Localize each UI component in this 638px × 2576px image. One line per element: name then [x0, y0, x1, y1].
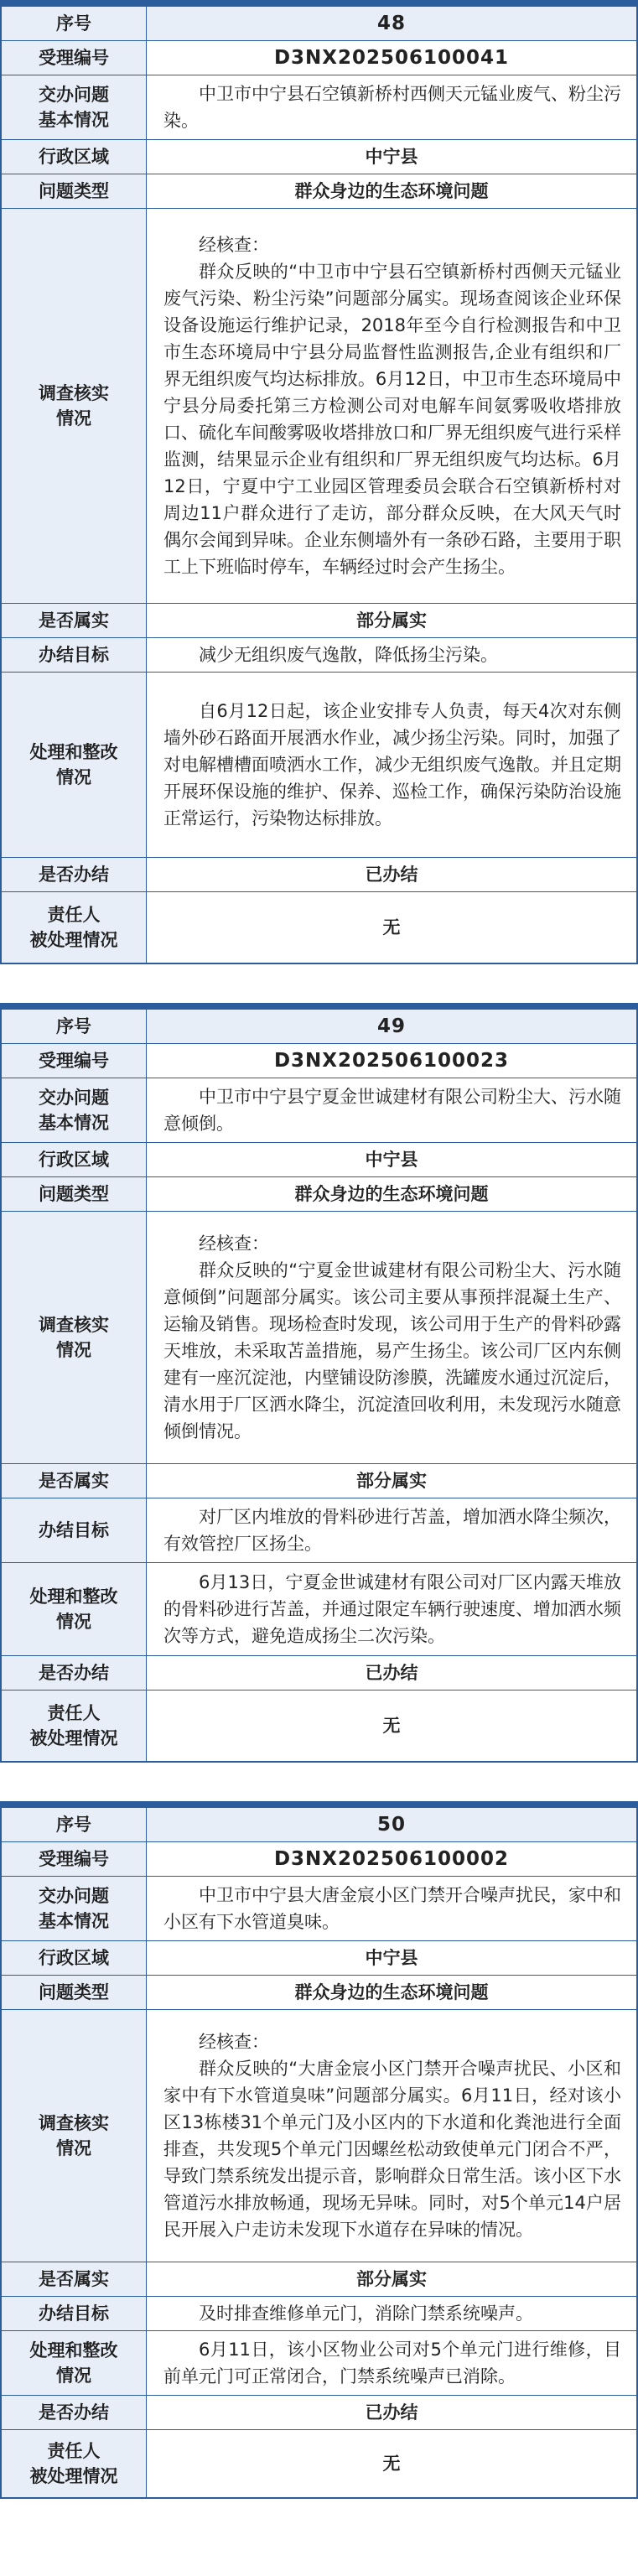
survey-text: 群众反映的“大唐金宸小区门禁开合噪声扰民、小区和家中有下水管道臭味”问题部分属实。6月11日，经对该小区13栋楼31个单元门及小区内的下水道和化粪池进行全面排查，共发现5个单元门因螺丝松动致使单元门闭合不严，导致门禁系统发出提示音，影响群众日常生活。该小区下水管道污水排放畅通，现场无异味。同时，对5个单元14户居民开展入户走访未发现下水道存在异味的情况。 — [163, 2059, 621, 2240]
value-completed: 已办结 — [147, 858, 638, 892]
row-region — [1, 140, 637, 174]
survey-heading: 经核查： — [199, 235, 269, 255]
row-goal — [1, 2297, 637, 2331]
goal-text: 及时排查维修单元门，消除门禁系统噪声。 — [199, 2303, 533, 2324]
handling-text: 6月13日，宁夏金世诚建材有限公司对厂区内露天堆放的骨料砂进行苫盖，并通过限定车辆行驶速度、增加洒水频次等方式，避免造成扬尘二次污染。 — [163, 1572, 621, 1646]
label-survey — [1, 1212, 147, 1464]
row-verified — [1, 2262, 637, 2297]
value-seq: 48 — [147, 6, 638, 41]
value-verified: 部分属实 — [147, 604, 638, 638]
row-survey — [1, 1212, 637, 1464]
label-handling-line2: 情况 — [56, 767, 91, 787]
label-handling-line1: 处理和整改 — [29, 742, 118, 762]
card-gap — [0, 1763, 638, 1801]
row-handling — [1, 673, 637, 858]
value-region: 中宁县 — [147, 1941, 638, 1976]
label-type: 问题类型 — [1, 174, 147, 209]
basic-text: 中卫市中宁县石空镇新桥村西侧天元锰业废气、粉尘污染。 — [163, 84, 621, 131]
label-survey — [1, 2010, 147, 2262]
row-responsible — [1, 1690, 637, 1763]
label-verified: 是否属实 — [1, 1464, 147, 1498]
label-basic — [1, 75, 147, 140]
label-basic — [1, 1877, 147, 1941]
row-basic — [1, 1877, 637, 1941]
basic-text: 中卫市中宁县宁夏金世诚建材有限公司粉尘大、污水随意倾倒。 — [163, 1087, 621, 1134]
label-basic-line1: 交办问题 — [39, 85, 109, 105]
row-region — [1, 1941, 637, 1976]
label-survey-line1: 调查核实 — [39, 1315, 109, 1335]
value-type: 群众身边的生态环境问题 — [147, 174, 638, 209]
label-resp-line2: 被处理情况 — [29, 1728, 118, 1748]
row-responsible — [1, 2430, 637, 2499]
label-handling — [1, 673, 147, 858]
value-seq: 50 — [147, 1807, 638, 1842]
label-responsible — [1, 892, 147, 964]
handling-text: 6月11日，该小区物业公司对5个单元门进行维修，目前单元门可正常闭合，门禁系统噪声已消除。 — [163, 2340, 621, 2386]
label-resp-line2: 被处理情况 — [29, 2466, 118, 2486]
row-goal — [1, 1498, 637, 1563]
row-verified — [1, 604, 637, 638]
label-completed: 是否办结 — [1, 858, 147, 892]
row-case-no — [1, 41, 637, 75]
row-seq — [1, 1807, 637, 1842]
label-basic-line1: 交办问题 — [39, 1886, 109, 1906]
value-type: 群众身边的生态环境问题 — [147, 1976, 638, 2010]
value-handling — [147, 673, 638, 858]
label-survey-line1: 调查核实 — [39, 2113, 109, 2133]
row-verified — [1, 1464, 637, 1498]
label-resp-line1: 责任人 — [47, 1703, 101, 1723]
label-goal: 办结目标 — [1, 2297, 147, 2331]
row-completed — [1, 2396, 637, 2430]
label-verified: 是否属实 — [1, 604, 147, 638]
case-card-50 — [0, 1806, 638, 2499]
row-basic — [1, 1078, 637, 1143]
case-card-49 — [0, 1008, 638, 1763]
row-seq — [1, 6, 637, 41]
label-goal: 办结目标 — [1, 1498, 147, 1563]
value-handling — [147, 2331, 638, 2396]
survey-text: 群众反映的“中卫市中宁县石空镇新桥村西侧天元锰业废气污染、粉尘污染”问题部分属实。现场查阅该企业环保设备设施运行维护记录，2018年至今自行检测报告和中卫市生态环境局中宁县分局监督性监测报告,企业有组织和厂界无组织废气均达标排放。6月12日，中卫市生态环境局中宁县分局委托第三方检测公司对电解车间氨雾吸收塔排放口、硫化车间酸雾吸收塔排放口和厂界无组织废气进行采样监测，结果显示企业有组织和厂界无组织废气均达标。6月12日，宁夏中宁工业园区管理委员会联合石空镇新桥村对周边11户群众进行了走访，部分群众反映，在大风天气时偶尔会闻到异味。企业东侧墙外有一条砂石路，主要用于职工上下班临时停车，车辆经过时会产生扬尘。 — [163, 262, 621, 577]
row-case-no — [1, 1044, 637, 1078]
row-type — [1, 174, 637, 209]
value-responsible: 无 — [147, 892, 638, 964]
row-region — [1, 1143, 637, 1177]
value-verified: 部分属实 — [147, 2262, 638, 2297]
value-region: 中宁县 — [147, 140, 638, 174]
label-verified: 是否属实 — [1, 2262, 147, 2297]
value-type: 群众身边的生态环境问题 — [147, 1177, 638, 1212]
value-basic — [147, 75, 638, 140]
value-handling — [147, 1563, 638, 1656]
value-goal — [147, 2297, 638, 2331]
row-case-no — [1, 1842, 637, 1877]
label-handling — [1, 2331, 147, 2396]
label-basic — [1, 1078, 147, 1143]
value-case-no: D3NX202506100002 — [147, 1842, 638, 1877]
label-responsible — [1, 1690, 147, 1763]
value-basic — [147, 1877, 638, 1941]
value-basic — [147, 1078, 638, 1143]
row-responsible — [1, 892, 637, 964]
value-case-no: D3NX202506100023 — [147, 1044, 638, 1078]
card-gap — [0, 964, 638, 1003]
value-verified: 部分属实 — [147, 1464, 638, 1498]
value-responsible: 无 — [147, 2430, 638, 2499]
row-completed — [1, 1656, 637, 1690]
value-survey — [147, 1212, 638, 1464]
label-handling-line1: 处理和整改 — [29, 1587, 118, 1607]
row-survey — [1, 209, 637, 604]
row-handling — [1, 2331, 637, 2396]
value-case-no: D3NX202506100041 — [147, 41, 638, 75]
row-goal — [1, 638, 637, 673]
row-type — [1, 1177, 637, 1212]
value-goal — [147, 638, 638, 673]
value-goal — [147, 1498, 638, 1563]
label-completed: 是否办结 — [1, 2396, 147, 2430]
value-survey — [147, 209, 638, 604]
label-basic-line1: 交办问题 — [39, 1088, 109, 1108]
label-goal: 办结目标 — [1, 638, 147, 673]
survey-heading: 经核查： — [199, 1233, 269, 1254]
label-region: 行政区域 — [1, 1143, 147, 1177]
label-survey-line2: 情况 — [56, 408, 91, 428]
label-type: 问题类型 — [1, 1976, 147, 2010]
survey-heading: 经核查： — [199, 2032, 269, 2052]
label-basic-line2: 基本情况 — [39, 1113, 109, 1133]
goal-text: 对厂区内堆放的骨料砂进行苫盖，增加洒水降尘频次，有效管控厂区扬尘。 — [163, 1507, 621, 1554]
row-seq — [1, 1009, 637, 1044]
label-resp-line2: 被处理情况 — [29, 930, 118, 950]
label-case-no: 受理编号 — [1, 41, 147, 75]
label-survey — [1, 209, 147, 604]
value-responsible: 无 — [147, 1690, 638, 1763]
label-region: 行政区域 — [1, 1941, 147, 1976]
row-handling — [1, 1563, 637, 1656]
row-basic — [1, 75, 637, 140]
label-basic-line2: 基本情况 — [39, 110, 109, 130]
value-completed: 已办结 — [147, 1656, 638, 1690]
label-handling-line2: 情况 — [56, 2366, 91, 2386]
label-survey-line2: 情况 — [56, 2138, 91, 2158]
row-survey — [1, 2010, 637, 2262]
label-responsible — [1, 2430, 147, 2499]
label-region: 行政区域 — [1, 140, 147, 174]
case-card-48 — [0, 5, 638, 964]
label-completed: 是否办结 — [1, 1656, 147, 1690]
label-resp-line1: 责任人 — [47, 2441, 101, 2461]
label-survey-line1: 调查核实 — [39, 383, 109, 403]
row-type — [1, 1976, 637, 2010]
label-handling-line2: 情况 — [56, 1612, 91, 1632]
label-case-no: 受理编号 — [1, 1044, 147, 1078]
goal-text: 减少无组织废气逸散，降低扬尘污染。 — [199, 645, 498, 665]
label-basic-line2: 基本情况 — [39, 1911, 109, 1931]
label-survey-line2: 情况 — [56, 1340, 91, 1360]
basic-text: 中卫市中宁县大唐金宸小区门禁开合噪声扰民，家中和小区有下水管道臭味。 — [163, 1885, 621, 1932]
label-seq: 序号 — [1, 6, 147, 41]
value-completed: 已办结 — [147, 2396, 638, 2430]
label-case-no: 受理编号 — [1, 1842, 147, 1877]
label-handling-line1: 处理和整改 — [29, 2340, 118, 2360]
handling-text: 自6月12日起，该企业安排专人负责，每天4次对东侧墙外砂石路面开展洒水作业，减少扬尘污染。同时，加强了对电解槽槽面喷洒水工作，减少无组织废气逸散。并且定期开展环保设施的维护、保养、巡检工作，确保污染防治设施正常运行，污染物达标排放。 — [163, 701, 621, 828]
label-handling — [1, 1563, 147, 1656]
value-region: 中宁县 — [147, 1143, 638, 1177]
label-seq: 序号 — [1, 1807, 147, 1842]
value-survey — [147, 2010, 638, 2262]
row-completed — [1, 858, 637, 892]
label-resp-line1: 责任人 — [47, 905, 101, 925]
value-seq: 49 — [147, 1009, 638, 1044]
survey-text: 群众反映的“宁夏金世诚建材有限公司粉尘大、污水随意倾倒”问题部分属实。该公司主要从事预拌混凝土生产、运输及销售。现场检查时发现，该公司用于生产的骨料砂露天堆放，未采取苫盖措施，易产生扬尘。该公司厂区内东侧建有一座沉淀池，内壁铺设防渗膜，洗罐废水通过沉淀后，清水用于厂区洒水降尘，沉淀渣回收利用，未发现污水随意倾倒情况。 — [163, 1260, 621, 1441]
label-type: 问题类型 — [1, 1177, 147, 1212]
label-seq: 序号 — [1, 1009, 147, 1044]
